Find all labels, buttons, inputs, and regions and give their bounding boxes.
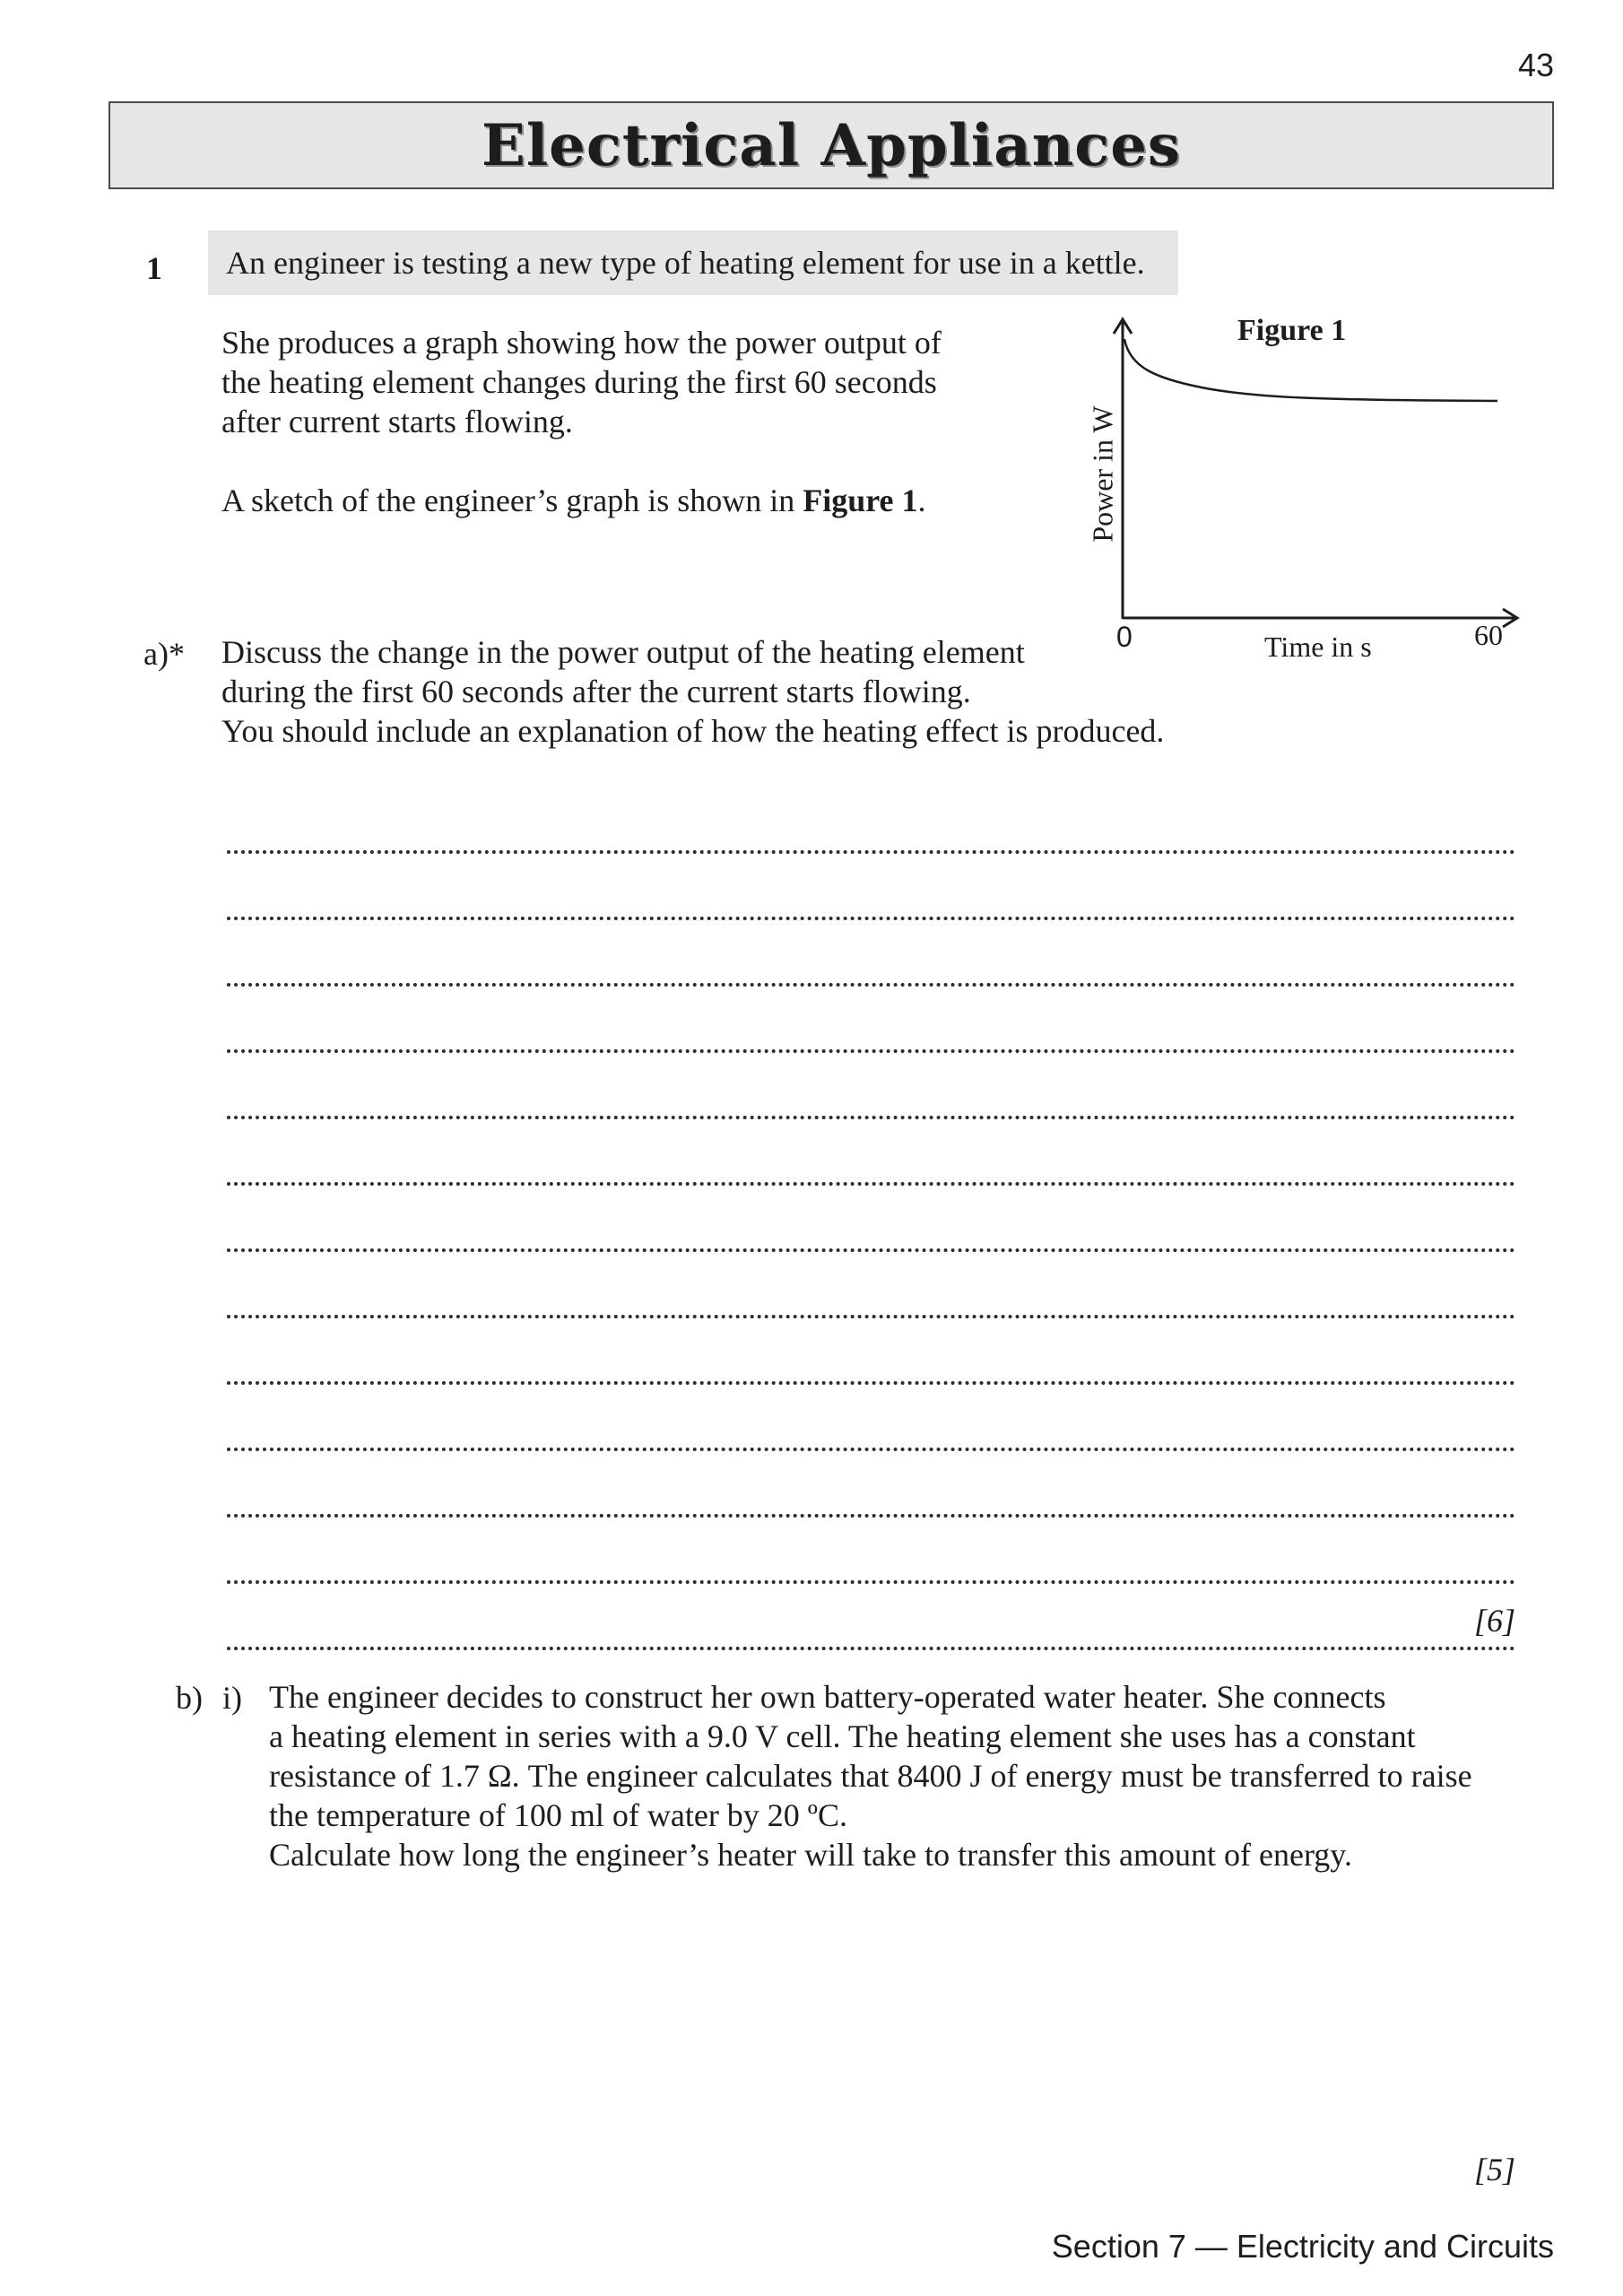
part-b-line: the temperature of 100 ml of water by 20 ºC. bbox=[269, 1797, 847, 1833]
part-a-marks: [6] bbox=[1473, 1603, 1515, 1639]
part-a-prompt bbox=[221, 632, 1164, 751]
figure-title: Figure 1 bbox=[1237, 314, 1347, 347]
x-tick-end: 60 bbox=[1474, 619, 1503, 651]
answer-line[interactable] bbox=[227, 1318, 1515, 1385]
title-banner bbox=[108, 101, 1554, 189]
context-line: after current starts flowing. bbox=[221, 404, 573, 439]
part-b-line: resistance of 1.7 Ω. The engineer calculates that 8400 J of energy must be transferred to raise bbox=[269, 1758, 1472, 1794]
figure-1 bbox=[1058, 296, 1524, 691]
question-stem bbox=[208, 230, 1178, 295]
section-footer: Section 7 — Electricity and Circuits bbox=[1051, 2228, 1554, 2265]
answer-line[interactable] bbox=[227, 1584, 1515, 1650]
answer-line[interactable] bbox=[227, 854, 1515, 920]
part-a-line: You should include an explanation of how the heating effect is produced. bbox=[221, 713, 1165, 749]
answer-line[interactable] bbox=[227, 1186, 1515, 1252]
part-b-label: b) bbox=[176, 1680, 203, 1716]
answer-line[interactable] bbox=[227, 920, 1515, 987]
sketch-prefix: A sketch of the engineer’s graph is shown in bbox=[221, 483, 803, 518]
context-line: She produces a graph showing how the power output of bbox=[221, 325, 942, 361]
part-b-line: a heating element in series with a 9.0 V cell. The heating element she uses has a constant bbox=[269, 1718, 1416, 1754]
part-b-sublabel: i) bbox=[222, 1680, 242, 1716]
question-stem-text: An engineer is testing a new type of heating element for use in a kettle. bbox=[226, 245, 1145, 281]
power-curve bbox=[1124, 339, 1497, 401]
page-title: Electrical Appliances bbox=[482, 111, 1181, 179]
part-b-marks: [5] bbox=[1473, 2152, 1515, 2187]
answer-line[interactable] bbox=[227, 1518, 1515, 1584]
question-number: 1 bbox=[146, 250, 162, 286]
answer-line[interactable] bbox=[227, 987, 1515, 1053]
answer-lines[interactable] bbox=[227, 787, 1515, 1650]
part-b-line: Calculate how long the engineer’s heater will take to transfer this amount of energy. bbox=[269, 1837, 1352, 1873]
answer-line[interactable] bbox=[227, 1053, 1515, 1119]
x-axis-label: Time in s bbox=[1264, 631, 1372, 663]
part-a-line: during the first 60 seconds after the current starts flowing. bbox=[221, 674, 971, 709]
sketch-suffix: . bbox=[917, 483, 926, 518]
part-b-prompt bbox=[269, 1677, 1472, 1874]
part-a-label: a)* bbox=[143, 636, 185, 672]
y-axis-label: Power in W bbox=[1086, 405, 1119, 543]
answer-line[interactable] bbox=[227, 1451, 1515, 1518]
part-b-line: The engineer decides to construct her own battery-operated water heater. She connects bbox=[269, 1679, 1386, 1715]
context-line: the heating element changes during the first 60 seconds bbox=[221, 364, 937, 400]
answer-line[interactable] bbox=[227, 1385, 1515, 1451]
question-context bbox=[221, 323, 942, 520]
answer-line[interactable] bbox=[227, 787, 1515, 854]
sketch-figure-ref: Figure 1 bbox=[803, 483, 918, 518]
x-tick-start: 0 bbox=[1116, 621, 1133, 653]
answer-line[interactable] bbox=[227, 1252, 1515, 1318]
page-number: 43 bbox=[1517, 47, 1554, 83]
answer-line[interactable] bbox=[227, 1119, 1515, 1186]
sketch-reference bbox=[221, 481, 942, 520]
part-a-line: Discuss the change in the power output of the heating element bbox=[221, 634, 1025, 670]
